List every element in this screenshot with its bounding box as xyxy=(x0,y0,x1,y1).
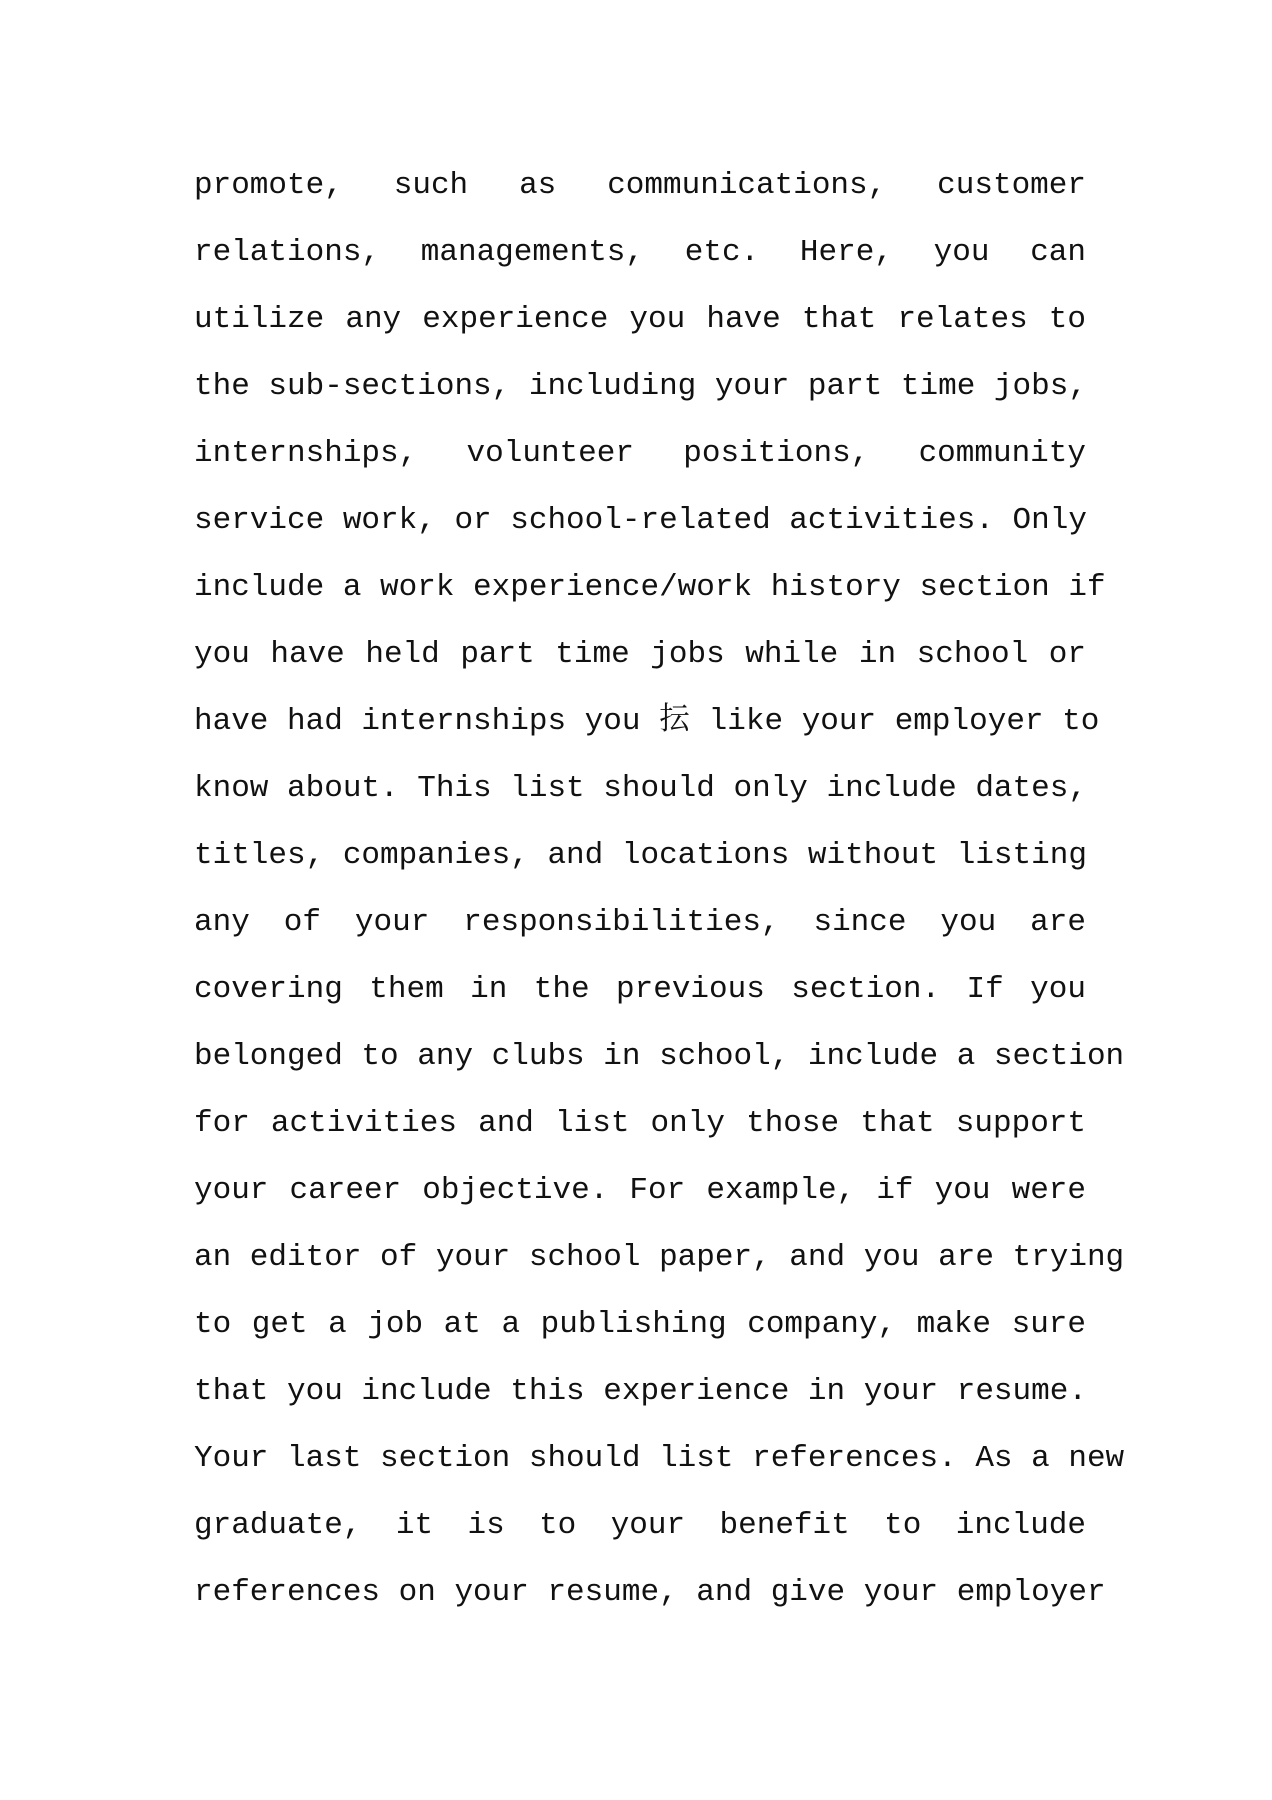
document-body xyxy=(194,166,1125,1640)
text-line: include a work experience/work history section if xyxy=(194,570,1106,605)
text-line: titles, companies, and locations without listing xyxy=(194,838,1087,873)
text-line: belonged to any clubs in school, include a section xyxy=(194,1039,1125,1074)
text-line: covering them in the previous section. If you xyxy=(194,972,1086,1007)
text-line: know about. This list should only include dates, xyxy=(194,771,1087,806)
text-line: relations, managements, etc. Here, you can xyxy=(194,235,1086,270)
text-line: promote, such as communications, customer xyxy=(194,168,1086,203)
text-line: your career objective. For example, if you were xyxy=(194,1173,1086,1208)
text-line: you have held part time jobs while in school or xyxy=(194,637,1086,672)
text-line: an editor of your school paper, and you are trying xyxy=(194,1240,1125,1275)
text-line: internships, volunteer positions, community xyxy=(194,436,1086,471)
text-line: references on your resume, and give your employer xyxy=(194,1575,1106,1610)
text-line: the sub-sections, including your part time jobs, xyxy=(194,369,1087,404)
text-line: have had internships you 抎 like your employer to xyxy=(194,704,1100,739)
text-line: graduate, it is to your benefit to include xyxy=(194,1508,1086,1543)
text-line: utilize any experience you have that relates to xyxy=(194,302,1086,337)
text-line: that you include this experience in your resume. xyxy=(194,1374,1087,1409)
text-line: any of your responsibilities, since you are xyxy=(194,905,1086,940)
text-line: for activities and list only those that support xyxy=(194,1106,1086,1141)
text-line: to get a job at a publishing company, make sure xyxy=(194,1307,1086,1342)
text-line: Your last section should list references. As a new xyxy=(194,1441,1125,1476)
text-line: service work, or school-related activities. Only xyxy=(194,503,1087,538)
